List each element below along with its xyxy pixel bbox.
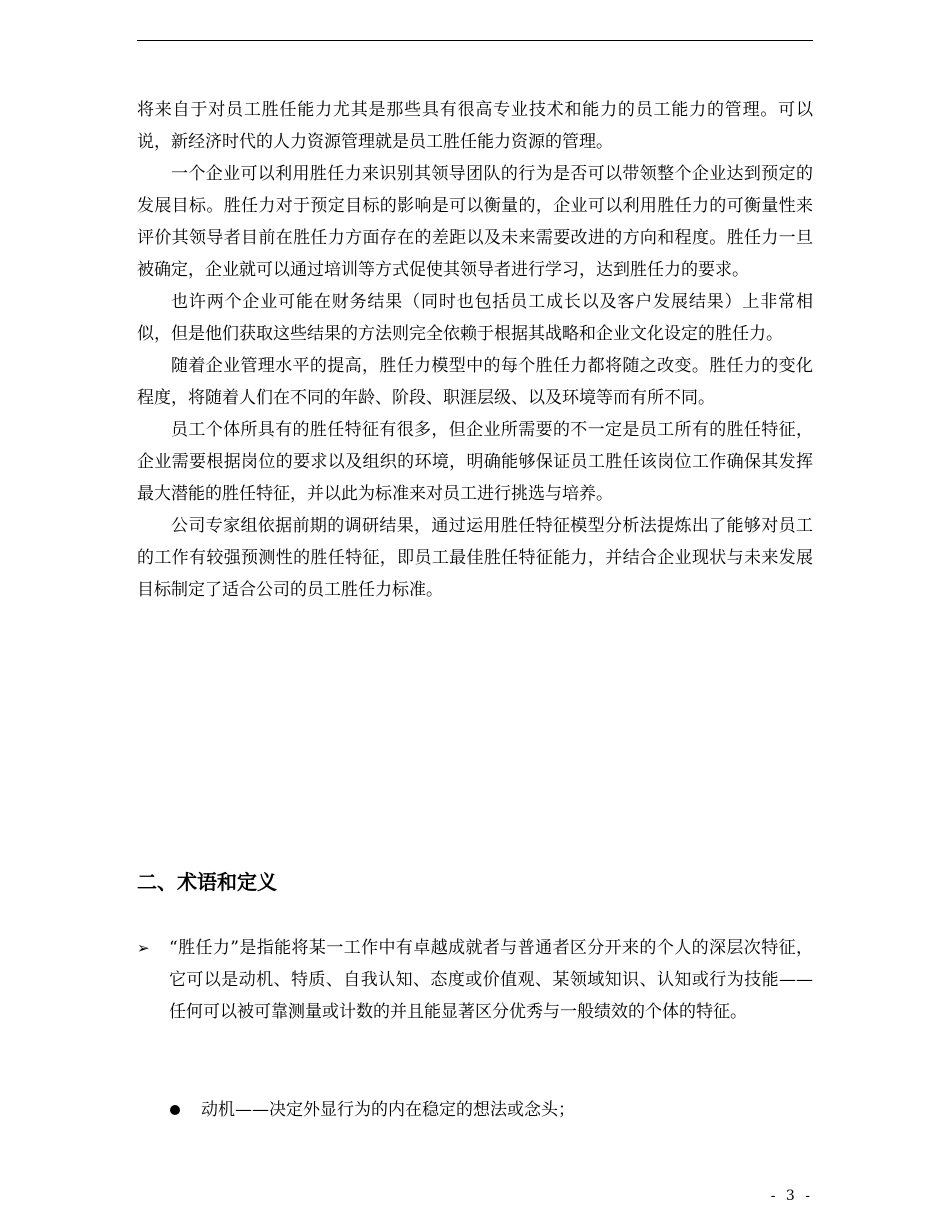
- definition-text: “胜任力”是指能将某一工作中有卓越成就者与普通者区分开来的个人的深层次特征，它可以是动机、特质、自我认知、态度或价值观、某领域知识、认知或行为技能——任何可以被可靠测量或计数的并且能显著区分优秀与一般绩效的个体的特征。: [169, 938, 813, 1022]
- section-heading: 二、术语和定义: [137, 870, 277, 894]
- paragraph-continued: 将来自于对员工胜任能力尤其是那些具有很高专业技术和能力的员工能力的管理。可以说，新经济时代的人力资源管理就是员工胜任能力资源的管理。: [137, 100, 813, 152]
- header-rule: [137, 40, 813, 41]
- paragraph: 也许两个企业可能在财务结果（同时也包括员工成长以及客户发展结果）上非常相似，但是他们获取这些结果的方法则完全依赖于根据其战略和企业文化设定的胜任力。: [137, 292, 813, 344]
- body-text: [137, 94, 813, 606]
- definition-item: [137, 932, 813, 1028]
- paragraph: 公司专家组依据前期的调研结果，通过运用胜任特征模型分析法提炼出了能够对员工的工作有较强预测性的胜任特征，即员工最佳胜任特征能力，并结合企业现状与未来发展目标制定了适合公司的员工胜任力标准。: [137, 516, 813, 600]
- bullet-text: 动机——决定外显行为的内在稳定的想法或念头；: [201, 1100, 575, 1120]
- bullet-dot-icon: [170, 1105, 180, 1115]
- paragraph: 员工个体所具有的胜任特征有很多，但企业所需要的不一定是员工所有的胜任特征，企业需要根据岗位的要求以及组织的环境，明确能够保证员工胜任该岗位工作确保其发挥最大潜能的胜任特征，并以此为标准来对员工进行挑选与培养。: [137, 420, 813, 504]
- arrow-bullet-icon: ➢: [137, 939, 150, 957]
- paragraph: 一个企业可以利用胜任力来识别其领导团队的行为是否可以带领整个企业达到预定的发展目标。胜任力对于预定目标的影响是可以衡量的，企业可以利用胜任力的可衡量性来评价其领导者目前在胜任力方面存在的差距以及未来需要改进的方向和程度。胜任力一旦被确定，企业就可以通过培训等方式促使其领导者进行学习，达到胜任力的要求。: [137, 164, 813, 280]
- paragraph: 随着企业管理水平的提高，胜任力模型中的每个胜任力都将随之改变。胜任力的变化程度，将随着人们在不同的年龄、阶段、职涯层级、以及环境等而有所不同。: [137, 356, 813, 408]
- page-number: - 3 -: [770, 1188, 813, 1204]
- bullet-item: [170, 1094, 813, 1126]
